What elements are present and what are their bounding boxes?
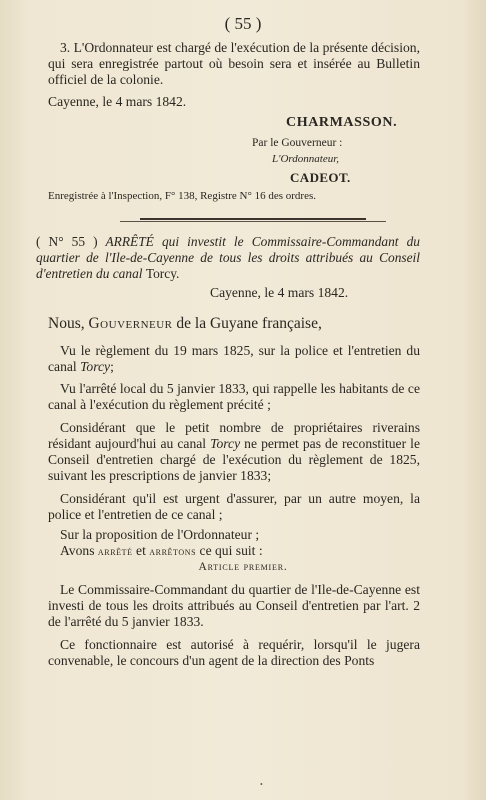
nous-rest: de la Guyane française, [176, 315, 322, 332]
article-heading: Article premier. [198, 561, 288, 573]
signature-governor: CHARMASSON. [286, 115, 398, 130]
page-number: ( 55 ) [224, 14, 262, 33]
cons1-canal: Torcy [210, 436, 241, 451]
paragraph-avons [48, 543, 420, 560]
paragraph-sur-proposition: Sur la proposition de l'Ordonnateur ; [60, 527, 260, 542]
paragraph-article-2: Ce fonctionnaire est autorisé à requérir, lorsqu'il le jugera convenable, le concours d'un agent de la direction des Ponts [48, 637, 420, 668]
decree-title-canal: Torcy. [145, 266, 180, 281]
nous-line [48, 315, 322, 333]
date-line-1: Cayenne, le 4 mars 1842. [48, 94, 187, 109]
avons-et: et [136, 543, 146, 558]
paragraph-vu-reglement [48, 343, 420, 375]
paragraph-execution: 3. L'Ordonnateur est chargé de l'exécution de la présente décision, qui sera enregistrée partout où besoin sera et insérée au Bulletin officiel de la colonie. [48, 40, 420, 87]
decree-title-lead: ARRÊTÉ [105, 234, 154, 249]
signature-role: L'Ordonnateur, [272, 153, 340, 165]
cons1-text-b: ne permet pas de reconstituer le Conseil d'entretien chargé de l'exécution du règlement de 1825, suivant les prescriptions de janvier 1833; [48, 436, 420, 483]
avons-b: ce qui suit : [199, 543, 263, 558]
date-line-2: Cayenne, le 4 mars 1842. [210, 285, 349, 300]
avons-arrete: arrêté [97, 546, 133, 558]
vu1-canal: Torcy [80, 359, 111, 374]
vu1-end: ; [110, 359, 114, 374]
decree-title: qui investit le Commissaire-Commandant du quartier de l'Ile-de-Cayenne de tous les droits attribués au Conseil d'entretien du canal [36, 234, 420, 281]
nous-word: Nous, [48, 315, 85, 332]
section-divider-thin [120, 221, 386, 222]
decree-number: ( N° 55 ) [36, 234, 98, 249]
paragraph-considerant-2: Considérant qu'il est urgent d'assurer, par un autre moyen, la police et l'entretien de ce canal ; [48, 491, 420, 522]
decree-heading [36, 234, 420, 282]
section-divider [140, 218, 366, 220]
signature-ordonnateur: CADEOT. [290, 170, 351, 185]
avons-arretons: arrêtons [149, 546, 197, 558]
paragraph-vu-arrete: Vu l'arrêté local du 5 janvier 1833, qui rappelle les habitants de ce canal à l'exécution du règlement précité ; [48, 381, 420, 412]
print-mark: • [260, 780, 263, 789]
registration-line: Enregistrée à l'Inspection, F° 138, Registre N° 16 des ordres. [48, 190, 316, 202]
paragraph-considerant-1 [48, 420, 420, 484]
vu1-text: Vu le règlement du 19 mars 1825, sur la police et l'entretien du canal [48, 343, 420, 374]
paragraph-article-1: Le Commissaire-Commandant du quartier de l'Ile-de-Cayenne est investi de tous les droits attribués au Conseil d'entretien par l'art. 2 de l'arrêté du 5 janvier 1833. [48, 582, 420, 629]
cons1-text-a: Considérant que le petit nombre de propriétaires riverains résidant aujourd'hui au canal [48, 420, 420, 451]
avons-a: Avons [60, 543, 95, 558]
nous-title: Gouverneur [88, 315, 173, 332]
signature-par-le-gouverneur: Par le Gouverneur : [252, 137, 343, 149]
